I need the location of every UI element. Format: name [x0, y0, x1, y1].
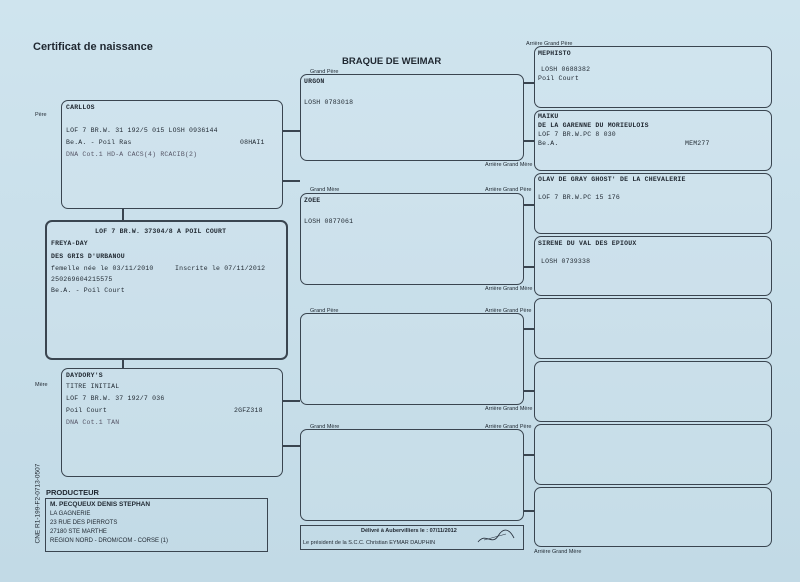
- great-grandparent-box-1: [534, 46, 772, 108]
- ggp2-coat: Be.A.: [538, 140, 559, 147]
- great-grandparent-box-5: [534, 298, 772, 359]
- gp2-name: ZOEE: [304, 197, 321, 204]
- delivery-line: Délivré à Aubervilliers le : 07/11/2012: [361, 528, 457, 534]
- dog-inscribed: Inscrite le 07/11/2012: [175, 265, 266, 272]
- side-code: CNE R1-199-F2-0713-0507: [34, 463, 42, 544]
- dog-birth: femelle née le 03/11/2010: [51, 265, 154, 272]
- producer-line3: 27180 STE MARTHE: [50, 529, 107, 535]
- producer-line4: REGION NORD - DROM/COM - CORSE (1): [50, 538, 168, 544]
- ggp1-reg: LOSH 0688382: [541, 66, 591, 73]
- delivery-box: [300, 525, 524, 550]
- gp1-reg: LOSH 0783018: [304, 99, 354, 106]
- great-grandparent-box-8: [534, 487, 772, 547]
- ggp4-name: SIRENE DU VAL DES EPIOUX: [538, 240, 637, 247]
- ggp3-name: OLAV DE GRAY GHOST' DE LA CHEVALERIE: [538, 176, 686, 183]
- grandparent-box-4: [300, 429, 524, 521]
- connector: [283, 130, 300, 132]
- father-coat: Be.A. - Poil Ras: [66, 139, 132, 146]
- ggp1-name: MEPHISTO: [538, 50, 571, 57]
- ggp-top-label: Arrière Grand Père: [526, 41, 573, 47]
- great-grandparent-box-7: [534, 424, 772, 485]
- gp4-top-label: Arrière Grand Père: [485, 424, 532, 430]
- mother-lof: LOF 7 BR.W. 37 192/7 036: [66, 395, 165, 402]
- connector: [523, 204, 534, 206]
- ggp2-code: MEM277: [685, 140, 710, 147]
- connector: [523, 140, 534, 142]
- gp3-sub-label: Arrière Grand Mère: [485, 406, 533, 412]
- gp2-reg: LOSH 0877061: [304, 218, 354, 225]
- connector: [523, 510, 534, 512]
- breed-title: BRAQUE DE WEIMAR: [342, 56, 442, 67]
- ggp1-coat: Poil Court: [538, 75, 580, 82]
- great-grandparent-box-2: [534, 110, 772, 171]
- mere-label: Mère: [35, 382, 48, 388]
- gp1-label: Grand Père: [310, 69, 339, 75]
- father-lof: LOF 7 BR.W. 31 192/5 015 LOSH 0936144: [66, 127, 218, 134]
- connector: [523, 454, 534, 456]
- producer-label: PRODUCTEUR: [46, 488, 99, 497]
- gp2-sub-label: Arrière Grand Mère: [485, 286, 533, 292]
- signature: [476, 528, 516, 546]
- connector: [523, 266, 534, 268]
- gp2-top-label: Arrière Grand Père: [485, 187, 532, 193]
- connector: [283, 445, 300, 447]
- dog-name: FREYA-DAY: [51, 240, 88, 247]
- mother-box: [61, 368, 283, 477]
- father-code: 08HAI1: [240, 139, 265, 146]
- gp4-label: Grand Mère: [310, 424, 340, 430]
- grandparent-box-1: [300, 74, 524, 161]
- dog-affix: DES GRIS D'URBANOU: [51, 253, 125, 260]
- ggp2-affix: DE LA GARENNE DU MORIEULOIS: [538, 122, 649, 129]
- producer-line2: 23 RUE DES PIERROTS: [50, 520, 118, 526]
- father-name: CARLLOS: [66, 104, 95, 111]
- connector: [283, 180, 300, 182]
- gp3-label: Grand Père: [310, 308, 339, 314]
- ggp4-reg: LOSH 0739338: [541, 258, 591, 265]
- grandparent-box-2: [300, 193, 524, 285]
- page-title: Certificat de naissance: [33, 41, 153, 53]
- dog-box: [45, 220, 288, 360]
- grandparent-box-3: [300, 313, 524, 405]
- dog-coat: Be.A. - Poil Court: [51, 287, 125, 294]
- dog-chip: 250269604215575: [51, 276, 113, 283]
- connector: [523, 82, 534, 84]
- ggp-bottom-label: Arrière Grand Mère: [534, 549, 582, 555]
- producer-box: [45, 498, 268, 552]
- gp3-top-label: Arrière Grand Père: [485, 308, 532, 314]
- president-line: Le président de la S.C.C. Christian EYMAR DAUPHIN: [303, 540, 436, 546]
- dog-lof: LOF 7 BR.W. 37304/8 A POIL COURT: [95, 228, 227, 235]
- mother-name: DAYDORY'S: [66, 372, 103, 379]
- great-grandparent-box-6: [534, 361, 772, 422]
- ggp2-name: MAIKU: [538, 113, 559, 120]
- gp1-name: URGON: [304, 78, 325, 85]
- father-dna: DNA Cot.1 HD-A CACS(4) RCACIB(2): [66, 151, 198, 158]
- great-grandparent-box-3: [534, 173, 772, 234]
- gp2-label: Grand Mère: [310, 187, 340, 193]
- mother-dna: DNA Cot.1 TAN: [66, 419, 120, 426]
- connector: [523, 328, 534, 330]
- gp1-sub-label: Arrière Grand Mère: [485, 162, 533, 168]
- great-grandparent-box-4: [534, 236, 772, 296]
- ggp3-lof: LOF 7 BR.W.PC 15 176: [538, 194, 621, 201]
- producer-line1: LA GAGNERIE: [50, 511, 91, 517]
- mother-coat: Poil Court: [66, 407, 108, 414]
- ggp2-lof: LOF 7 BR.W.PC 8 030: [538, 131, 616, 138]
- producer-name: M. PECQUEUX DENIS STEPHAN: [50, 501, 151, 508]
- mother-title: TITRE INITIAL: [66, 383, 120, 390]
- pere-label: Père: [35, 112, 47, 118]
- mother-code: 2GFZ318: [234, 407, 263, 414]
- father-box: [61, 100, 283, 209]
- connector: [283, 400, 300, 402]
- connector: [523, 390, 534, 392]
